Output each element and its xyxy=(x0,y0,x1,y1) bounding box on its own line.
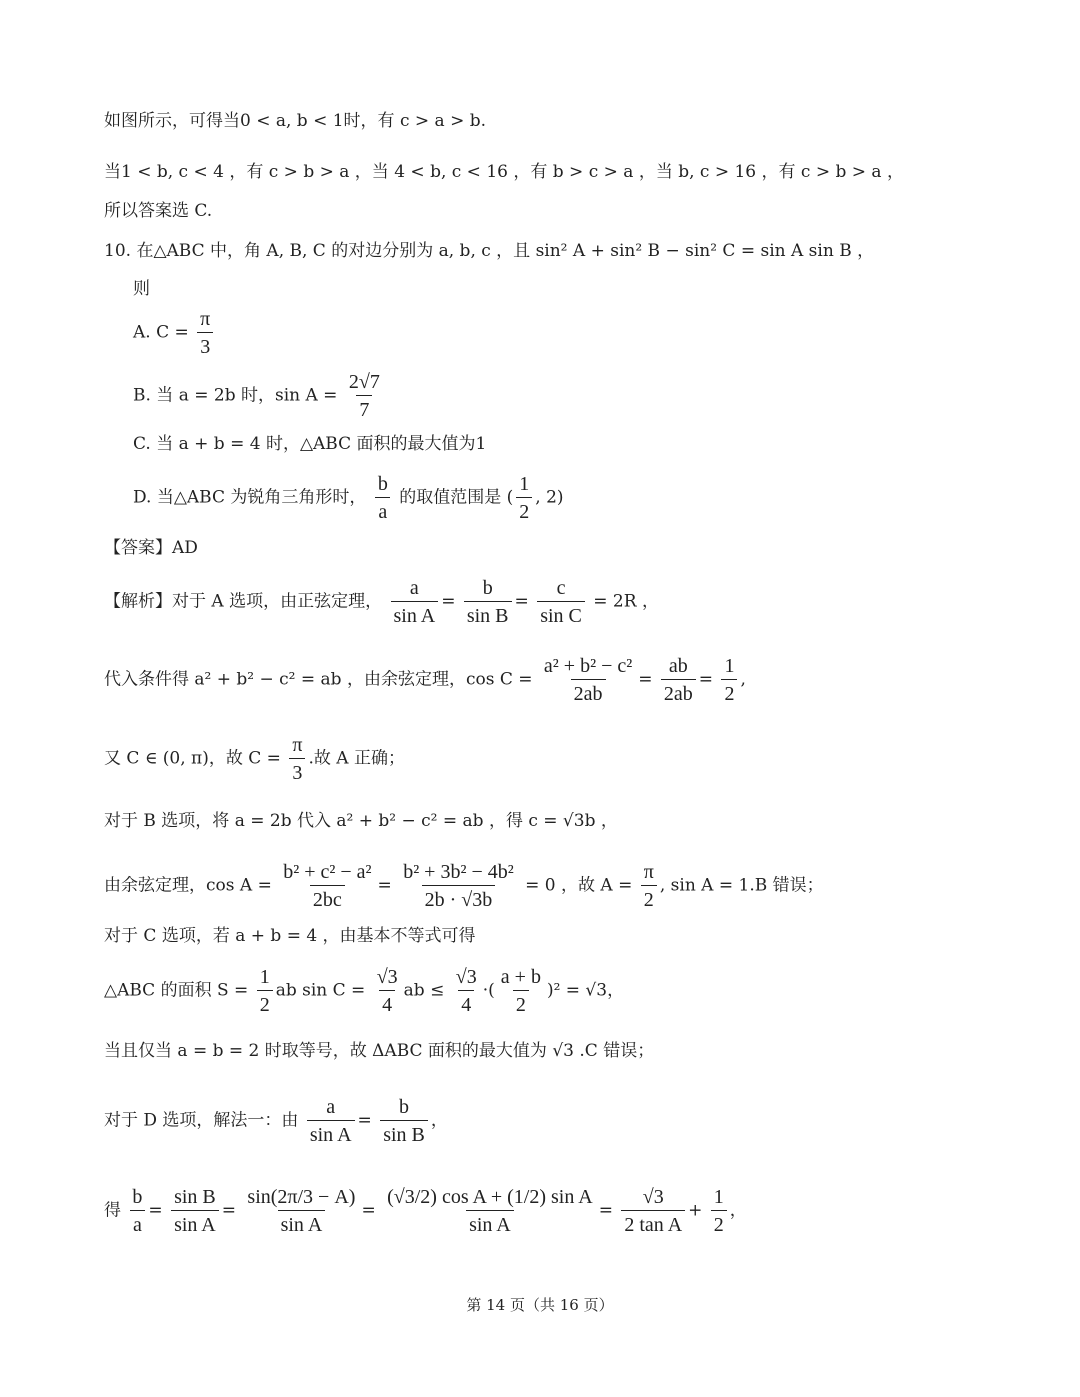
analysis-line: 由余弦定理，cos A = $\frac{\text{b² + c² − a²}}{2bc}$ = $\frac{\text{b² + 3b² − 4b²}}{2b \cdot √3b}$ = 0 ，故 A = $\frac{\pi}{2}$ , sin A = 1.B 错误； xyxy=(104,861,824,911)
option-c: C. 当 a + b = 4 时，△ABC 面积的最大值为1 xyxy=(133,434,487,454)
text-line: 所以答案选 C. xyxy=(104,201,213,221)
option-b: B. 当 a = 2b 时，sin A = $\frac{2√7}{7}$ xyxy=(133,371,380,421)
analysis-line: 代入条件得 a² + b² − c² = ab ，由余弦定理，cos C = $\frac{\text{a² + b² − c²}}{2ab}$ = $\frac{ab}{2ab}$ = $\frac{1}{2}$ , xyxy=(104,655,746,705)
text-line: 当1 < b, c < 4 ，有 c > b > a ，当 4 < b, c < 16 ，有 b > c > a ，当 b, c > 16 ，有 c > b > a ， xyxy=(104,162,904,182)
analysis-line: 又 C ∈ (0, π)，故 C = $\frac{\pi}{3}$ .故 A 正确； xyxy=(104,734,405,784)
analysis-line: △ABC 的面积 S = $\frac{1}{2}$ ab sin C = $\frac{√3}{4}$ ab ≤ $\frac{√3}{4}$ ·( $\frac{a + b}{2}$ )² = √3， xyxy=(104,966,625,1016)
analysis-line: 对于 D 选项，解法一：由 $\frac{a}{\text{sin A}}$ = $\frac{b}{\text{sin B}}$ ， xyxy=(104,1096,448,1146)
option-a: A. C = $\frac{\pi}{3}$ xyxy=(133,307,216,359)
analysis-line: 对于 C 选项，若 a + b = 4 ，由基本不等式可得 xyxy=(104,926,476,946)
analysis-line: 得 $\frac{b}{a}$ = $\frac{\text{sin B}}{\text{sin A}}$ = $\frac{\sin(2\pi/3 - A)}{\text{sin A}}$ = $\frac{\text{(√3/2) cos A + (1/2) sin A}}{\text{sin A}}$ = $\frac{√3}{\text{2 tan A}}$ + $\frac{1}{2}$ ， xyxy=(104,1186,747,1236)
analysis-line: 对于 B 选项，将 a = 2b 代入 a² + b² − c² = ab ，得 c = √3b ， xyxy=(104,811,618,831)
option-d: D. 当△ABC 为锐角三角形时， $\frac{b}{a}$ 的取值范围是 ( $\frac{1}{2}$ , 2) xyxy=(133,473,564,523)
text-line: 如图所示，可得当0 < a, b < 1时，有 c > a > b. xyxy=(104,111,487,131)
answer: 【答案】AD xyxy=(104,538,198,558)
analysis-line: 【解析】对于 A 选项，由正弦定理， $\frac{a}{\text{sin A}}$ = $\frac{b}{\text{sin B}}$ = $\frac{c}{\text{sin C}}$ = 2R ， xyxy=(104,577,659,627)
analysis-line: 当且仅当 a = b = 2 时取等号，故 ΔABC 面积的最大值为 √3 .C 错误； xyxy=(104,1041,655,1061)
text-line: 则 xyxy=(133,279,150,299)
page-footer: 第 14 页（共 16 页） xyxy=(466,1296,614,1314)
question-10-stem: 10. 在△ABC 中，角 A, B, C 的对边分别为 a, b, c ，且 sin² A + sin² B − sin² C = sin A sin B ， xyxy=(104,241,875,261)
